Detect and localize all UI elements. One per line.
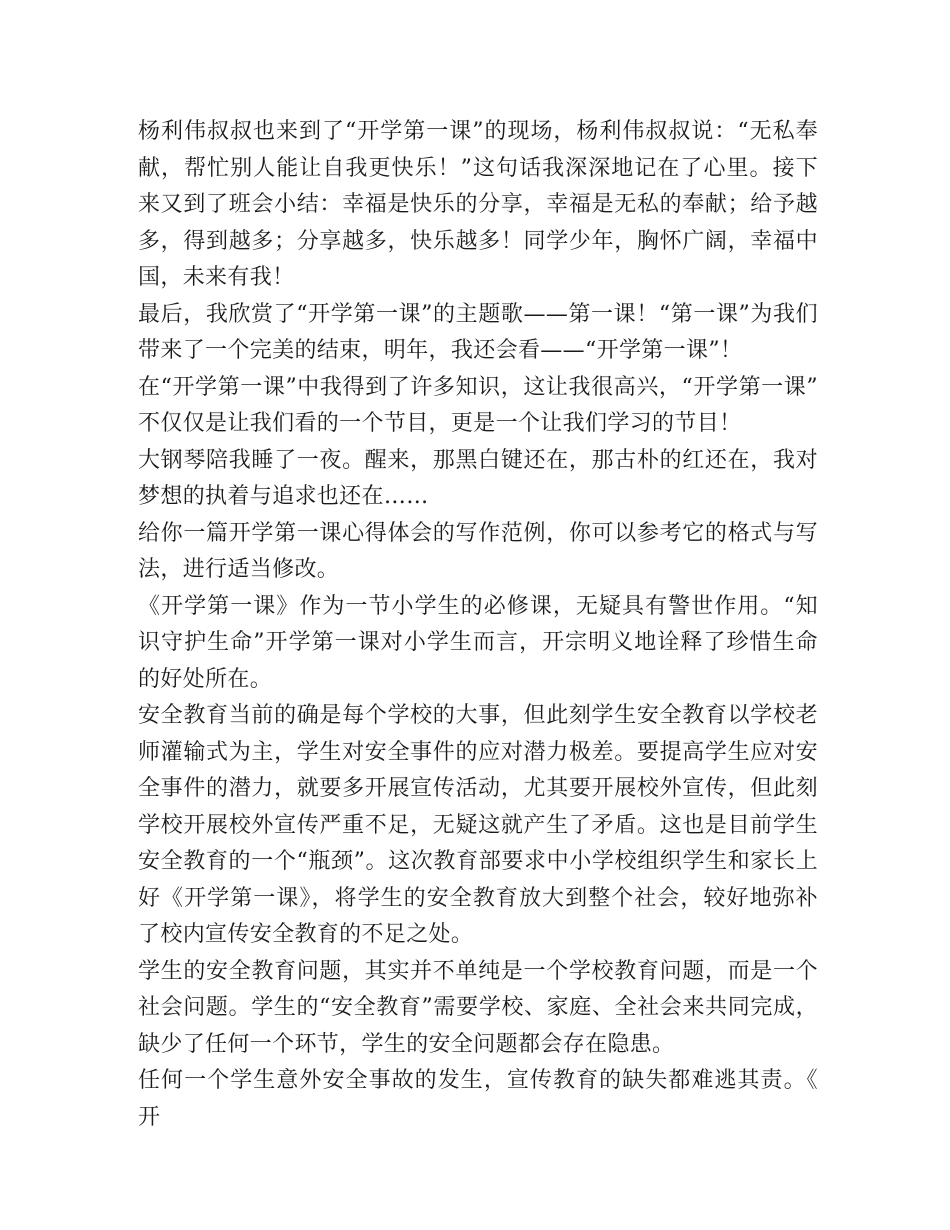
paragraph-8: 学生的安全教育问题，其实并不单纯是一个学校教育问题，而是一个社会问题。学生的“安全教育”需要学校、家庭、全社会来共同完成，缺少了任何一个环节，学生的安全问题都会存在隐患。: [138, 958, 818, 1057]
document-body: [138, 114, 818, 1136]
paragraph-1: 杨利伟叔叔也来到了“开学第一课”的现场，杨利伟叔叔说：“无私奉献，帮忙别人能让自我更快乐！”这句话我深深地记在了心里。接下来又到了班会小结：幸福是快乐的分享，幸福是无私的奉献；给予越多，得到越多；分享越多，快乐越多！同学少年，胸怀广阔，幸福中国，未来有我！: [138, 119, 818, 290]
paragraph-7: 安全教育当前的确是每个学校的大事，但此刻学生安全教育以学校老师灌输式为主，学生对安全事件的应对潜力极差。要提高学生应对安全事件的潜力，就要多开展宣传活动，尤其要开展校外宣传，但此刻学校开展校外宣传严重不足，无疑这就产生了矛盾。这也是目前学生安全教育的一个“瓶颈”。这次教育部要求中小学校组织学生和家长上好《开学第一课》，将学生的安全教育放大到整个社会，较好地弥补了校内宣传安全教育的不足之处。: [138, 703, 818, 947]
paragraph-2: 最后，我欣赏了“开学第一课”的主题歌——第一课！“第一课”为我们带来了一个完美的结束，明年，我还会看——“开学第一课”！: [138, 301, 818, 363]
paragraph-4: 大钢琴陪我睡了一夜。醒来，那黑白键还在，那古朴的红还在，我对梦想的执着与追求也还在……: [138, 447, 818, 509]
paragraph-3: 在“开学第一课”中我得到了许多知识，这让我很高兴，“开学第一课”不仅仅是让我们看的一个节目，更是一个让我们学习的节目！: [138, 374, 818, 436]
paragraph-5: 给你一篇开学第一课心得体会的写作范例，你可以参考它的格式与写法，进行适当修改。: [138, 520, 818, 582]
paragraph-6: 《开学第一课》作为一节小学生的必修课，无疑具有警世作用。“知识守护生命”开学第一课对小学生而言，开宗明义地诠释了珍惜生命的好处所在。: [138, 593, 818, 692]
paragraph-9: 任何一个学生意外安全事故的发生，宣传教育的缺失都难逃其责。《开: [138, 1068, 818, 1130]
